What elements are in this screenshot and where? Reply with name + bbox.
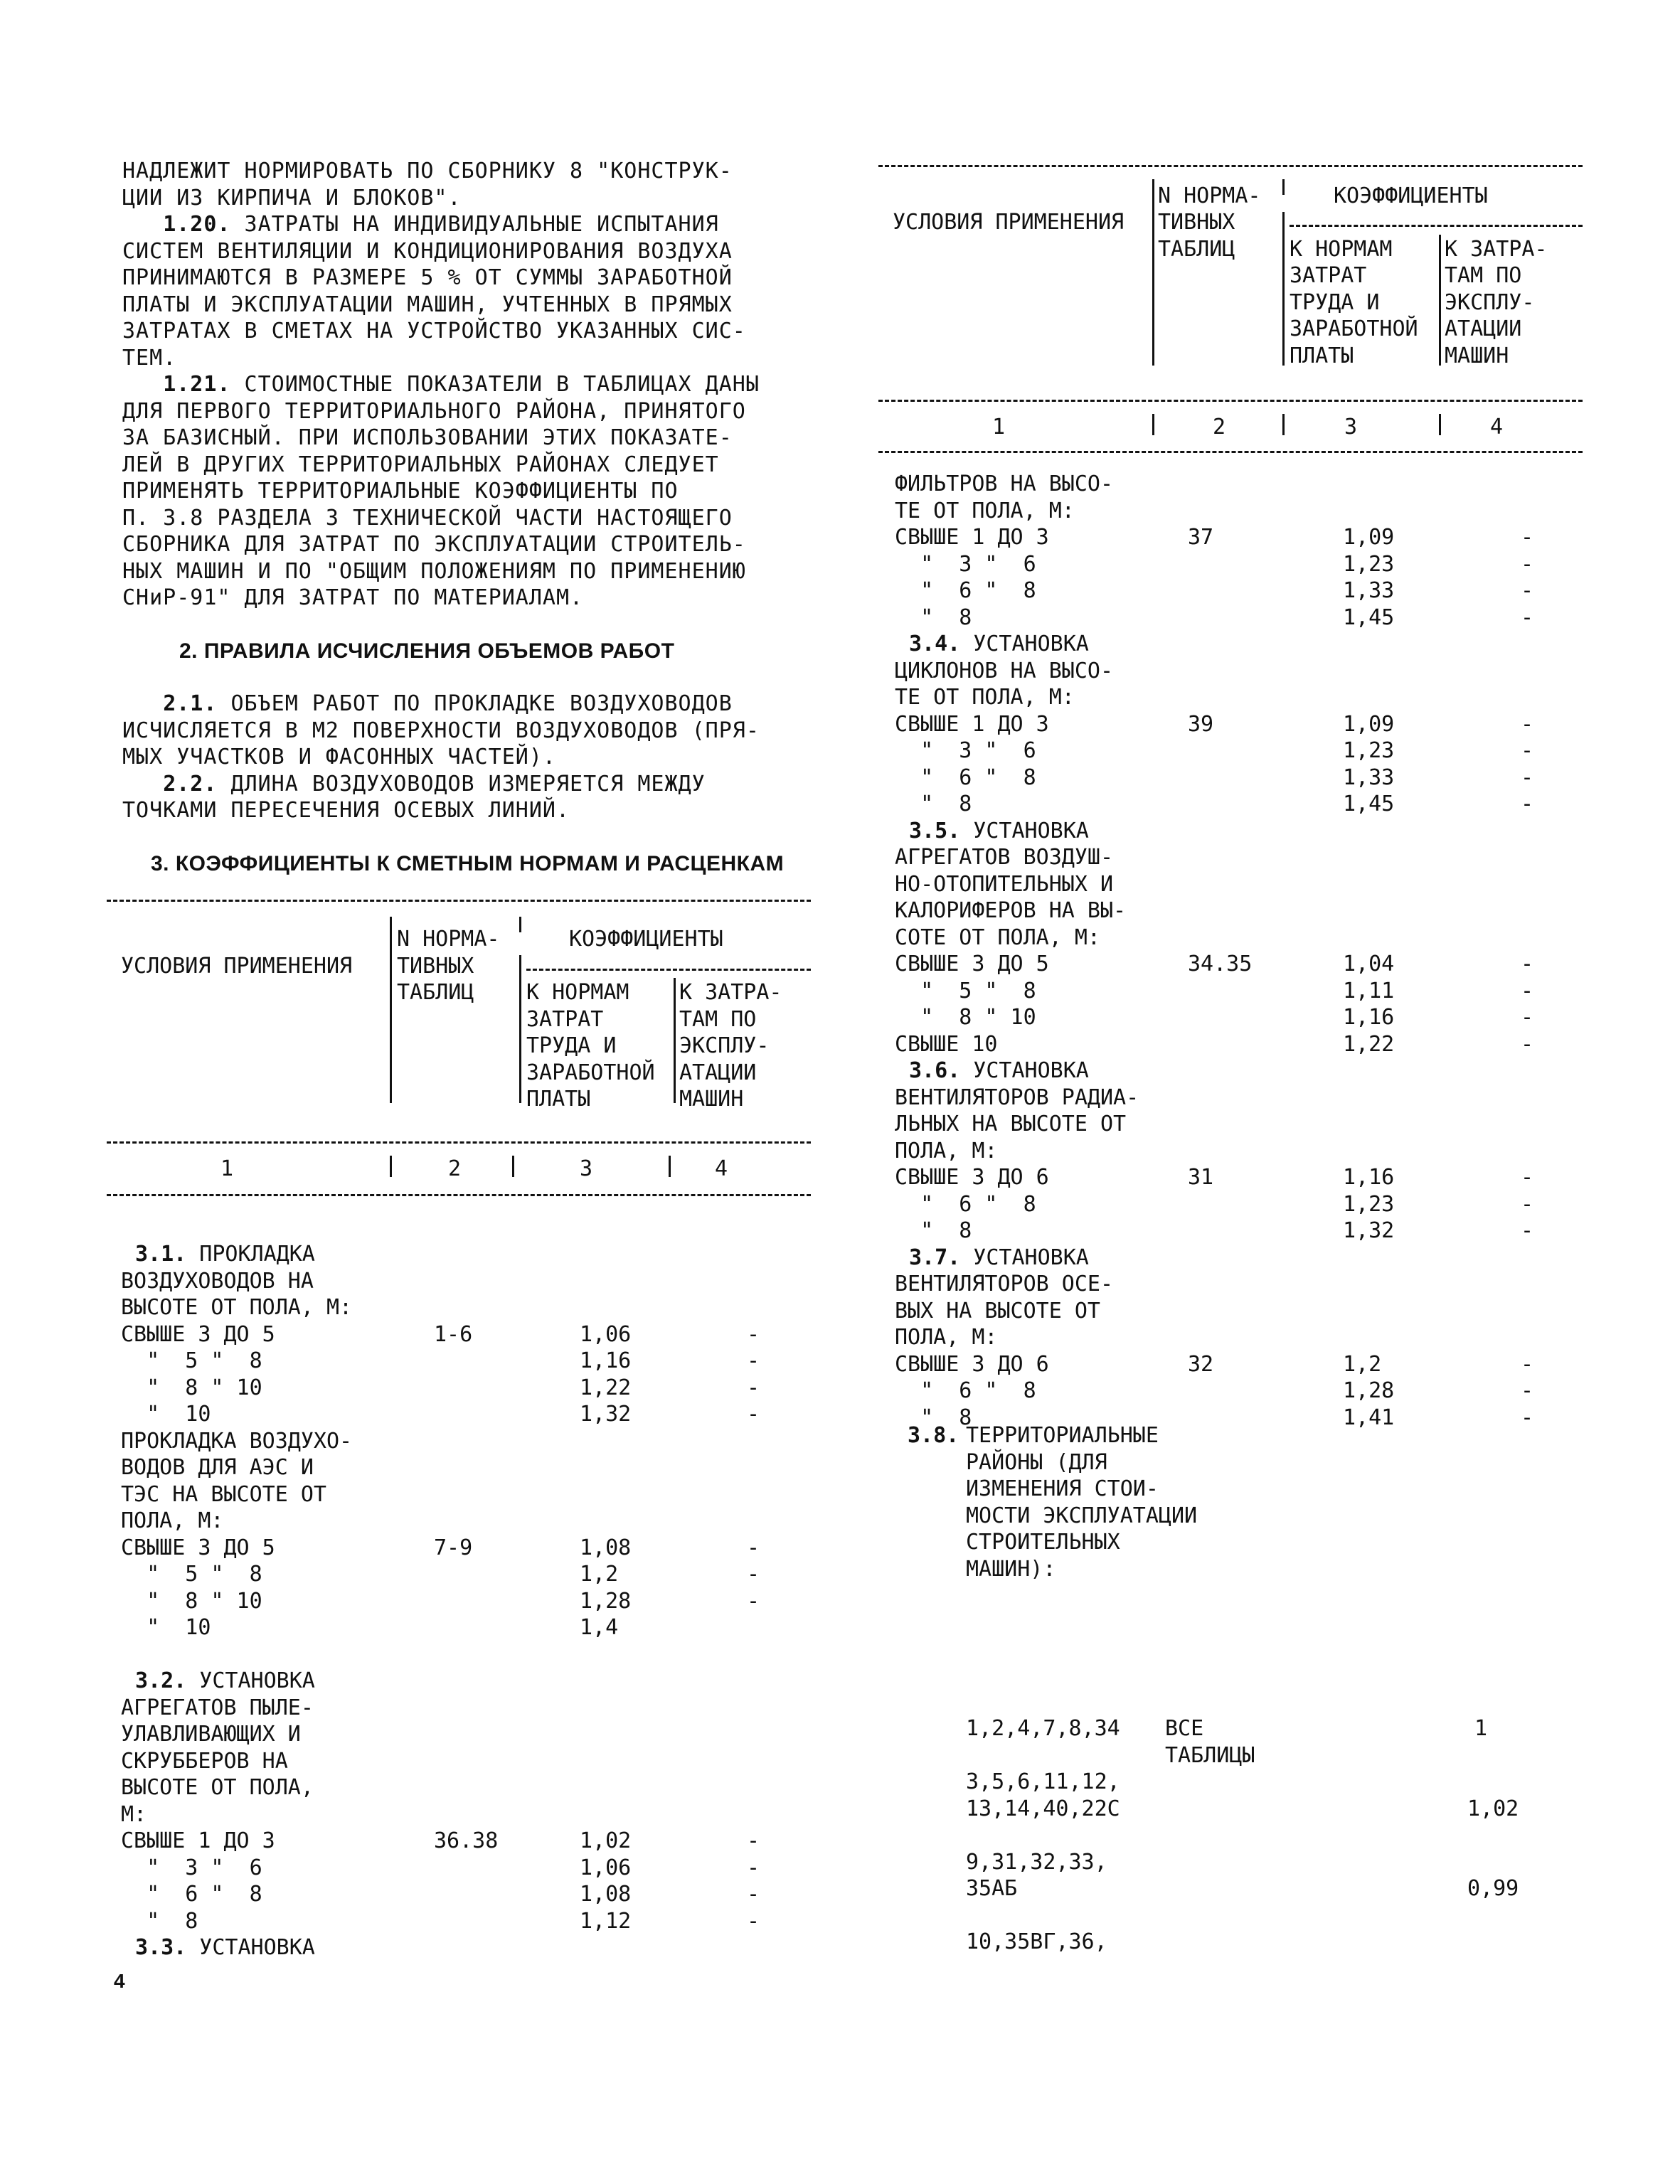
norm-table-cell: 34.35: [1188, 952, 1253, 976]
norm-table-cell: 32: [1188, 1351, 1214, 1377]
condition-cell: 3.3. УСТАНОВКА: [135, 1935, 315, 1960]
header-col3-line: ПЛАТЫ: [526, 1087, 591, 1112]
region-coef: 1: [1474, 1716, 1488, 1741]
table-row: [895, 951, 1578, 978]
condition-cell: " 8: [121, 1908, 198, 1934]
table-row: [895, 471, 1578, 498]
condition-cell: 3.7. УСТАНОВКА: [909, 1245, 1089, 1270]
coef-machine-cell: -: [1521, 1165, 1534, 1190]
table-row: [121, 1348, 804, 1375]
coef-machine-cell: -: [1521, 1218, 1534, 1243]
header-col2-line: N НОРМА-: [1158, 183, 1261, 208]
table-row: [121, 1801, 804, 1828]
text-line: ЦИИ ИЗ КИРПИЧА И БЛОКОВ".: [122, 185, 462, 211]
condition-cell: 3.5. УСТАНОВКА: [909, 818, 1089, 843]
table-row: [121, 1668, 804, 1695]
coef-machine-cell: -: [747, 1588, 760, 1614]
table-row: [895, 498, 1578, 525]
condition-cell: ТЕ ОТ ПОЛА, М:: [895, 685, 1075, 710]
coef-machine-cell: -: [747, 1855, 760, 1880]
paragraph-number: 3.4.: [909, 632, 961, 656]
coef-labor-cell: 1,06: [580, 1855, 632, 1880]
text-line: МЫХ УЧАСТКОВ И ФАСОННЫХ ЧАСТЕЙ).: [122, 745, 556, 769]
column-number: 3: [580, 1156, 593, 1181]
coef-labor-cell: 1,4: [580, 1615, 619, 1640]
table-row: [121, 1908, 804, 1935]
table-row: [121, 1561, 804, 1588]
coef-labor-cell: 1,2: [580, 1562, 619, 1587]
table-row: [895, 871, 1578, 898]
text-line: ТЕМ.: [122, 345, 177, 371]
page-number: 4: [114, 1970, 125, 1992]
condition-cell: ВЫСОТЕ ОТ ПОЛА,: [121, 1775, 314, 1800]
coef-labor-cell: 1,22: [580, 1375, 632, 1400]
table-row: [121, 1695, 804, 1722]
table-row: [895, 1138, 1578, 1165]
condition-cell: АГРЕГАТОВ ВОЗДУШ-: [895, 845, 1114, 870]
text-line: СИСТЕМ ВЕНТИЛЯЦИИ И КОНДИЦИОНИРОВАНИЯ ВОЗДУХА: [122, 238, 733, 264]
table-row: [895, 844, 1578, 871]
text-line: ИСЧИСЛЯЕТСЯ В М2 ПОВЕРХНОСТИ ВОЗДУХОВОДОВ (ПРЯ-: [122, 718, 760, 743]
condition-cell: М:: [121, 1801, 147, 1827]
condition-cell: " 8: [895, 1405, 972, 1430]
table-row: [895, 1324, 1578, 1351]
header-col2-line: N НОРМА-: [397, 927, 500, 952]
table-row: [895, 1245, 1578, 1272]
table-row: [895, 1271, 1578, 1298]
coef-machine-cell: -: [747, 1828, 760, 1853]
coef-machine-cell: -: [1521, 765, 1534, 790]
text-line: НАДЛЕЖИТ НОРМИРОВАТЬ ПО СБОРНИКУ 8 "КОНСТРУК-: [122, 159, 733, 183]
header-col4-line: АТАЦИИ: [679, 1060, 757, 1085]
condition-cell: УЛАВЛИВАЮЩИХ И: [121, 1722, 301, 1747]
region-districts: 9,31,32,33,: [966, 1850, 1107, 1875]
coef-labor-cell: 1,08: [580, 1882, 632, 1907]
text-line: СБОРНИКА ДЛЯ ЗАТРАТ ПО ЭКСПЛУАТАЦИИ СТРОИТЕЛЬ-: [122, 532, 746, 557]
table-row: [895, 1111, 1578, 1138]
paragraph-number: 3.6.: [909, 1058, 961, 1083]
table-row: [121, 1828, 804, 1855]
region-tables: ТАБЛИЦЫ: [1165, 1743, 1255, 1768]
condition-cell: ЦИКЛОНОВ НА ВЫСО-: [895, 658, 1114, 683]
header-col4-line: ТАМ ПО: [679, 1007, 757, 1032]
condition-cell: ПОЛА, М:: [895, 1325, 998, 1350]
header-col2-line: ТАБЛИЦ: [397, 980, 474, 1005]
table-row: [895, 1351, 1578, 1378]
condition-cell: " 10: [121, 1402, 211, 1427]
table-row: [895, 524, 1578, 551]
header-col3-line: ПЛАТЫ: [1290, 343, 1354, 368]
left-table-body: [121, 1241, 804, 1966]
coef-labor-cell: 1,33: [1343, 578, 1395, 603]
region-districts: 13,14,40,22С: [966, 1796, 1120, 1821]
table-row: [121, 1588, 804, 1615]
header-col2-line: ТАБЛИЦ: [1158, 237, 1235, 262]
coef-machine-cell: -: [1521, 711, 1534, 737]
paragraph-number: 1.21.: [163, 372, 231, 397]
text-line: ИЗМЕНЕНИЯ СТОИ-: [966, 1476, 1159, 1501]
table-row: [121, 1881, 804, 1908]
condition-cell: ТЕ ОТ ПОЛА, М:: [895, 498, 1075, 523]
column-number: 1: [992, 415, 1006, 440]
table-row: [895, 684, 1578, 711]
header-col2-line: ТИВНЫХ: [1158, 210, 1235, 235]
coef-labor-cell: 1,28: [580, 1588, 632, 1614]
text-line: П. 3.8 РАЗДЕЛА 3 ТЕХНИЧЕСКОЙ ЧАСТИ НАСТОЯЩЕГО: [122, 505, 733, 531]
table-row: [895, 1004, 1578, 1031]
condition-cell: " 8 " 10: [121, 1375, 262, 1400]
region-coef: 0,99: [1467, 1876, 1519, 1901]
coef-machine-cell: -: [747, 1535, 760, 1560]
coef-labor-cell: 1,28: [1343, 1378, 1395, 1403]
coef-machine-cell: -: [1521, 525, 1534, 550]
condition-cell: АГРЕГАТОВ ПЫЛЕ-: [121, 1695, 314, 1720]
column-number: 4: [1490, 415, 1504, 440]
coef-machine-cell: -: [1521, 738, 1534, 763]
region-coef: 1,02: [1467, 1796, 1519, 1821]
region-districts: 1,2,4,7,8,34: [966, 1716, 1120, 1741]
condition-cell: " 6 " 8: [895, 1191, 1036, 1217]
table-row: [121, 1454, 804, 1481]
header-col3-line: ЗАТРАТ: [1290, 263, 1367, 288]
table-row: [121, 1241, 804, 1268]
condition-cell: ТЭС НА ВЫСОТЕ ОТ: [121, 1481, 326, 1507]
condition-cell: 3.2. УСТАНОВКА: [135, 1668, 315, 1693]
text-line: ЗАТРАТАХ В СМЕТАХ НА УСТРОЙСТВО УКАЗАННЫХ СИС-: [122, 319, 746, 343]
table-row: [895, 897, 1578, 925]
paragraph-number: 1.20.: [163, 212, 231, 237]
condition-cell: " 3 " 6: [895, 738, 1036, 763]
coef-labor-cell: 1,32: [1343, 1218, 1395, 1243]
table-row: [121, 1641, 804, 1668]
coef-labor-cell: 1,16: [1343, 1005, 1395, 1030]
condition-cell: КАЛОРИФЕРОВ НА ВЫ-: [895, 898, 1127, 923]
text-line: ПРИМЕНЯТЬ ТЕРРИТОРИАЛЬНЫЕ КОЭФФИЦИЕНТЫ ПО: [122, 479, 679, 504]
condition-cell: ВЕНТИЛЯТОРОВ РАДИА-: [895, 1085, 1139, 1110]
coef-machine-cell: -: [1521, 1378, 1534, 1403]
coef-labor-cell: 1,08: [580, 1535, 632, 1560]
paragraph-1-21: 1.21. СТОИМОСТНЫЕ ПОКАЗАТЕЛИ В ТАБЛИЦАХ ДАНЫ: [163, 372, 760, 397]
table-row: [121, 1934, 804, 1961]
condition-cell: " 3 " 6: [121, 1855, 262, 1880]
coef-labor-cell: 1,16: [580, 1348, 632, 1373]
text-line: МОСТИ ЭКСПЛУАТАЦИИ: [966, 1503, 1198, 1528]
header-conditions: УСЛОВИЯ ПРИМЕНЕНИЯ: [121, 954, 353, 979]
norm-table-cell: 37: [1188, 525, 1214, 550]
coef-machine-cell: -: [1521, 1405, 1534, 1430]
condition-cell: СОТЕ ОТ ПОЛА, М:: [895, 925, 1100, 950]
table-row: [895, 765, 1578, 792]
header-col4-line: МАШИН: [1445, 343, 1509, 368]
coef-labor-cell: 1,32: [580, 1402, 632, 1427]
condition-cell: " 5 " 8: [895, 978, 1036, 1003]
table-row: [895, 737, 1578, 765]
condition-cell: ВЫХ НА ВЫСОТЕ ОТ: [895, 1298, 1100, 1323]
table-row: [895, 818, 1578, 845]
condition-cell: ВЫСОТЕ ОТ ПОЛА, М:: [121, 1295, 353, 1320]
header-col4-line: К ЗАТРА-: [679, 980, 782, 1005]
coef-labor-cell: 1,04: [1343, 952, 1395, 976]
condition-cell: " 5 " 8: [121, 1348, 262, 1373]
condition-cell: " 6 " 8: [895, 765, 1036, 790]
coef-machine-cell: -: [1521, 604, 1534, 630]
coef-labor-cell: 1,09: [1343, 711, 1395, 737]
table-row: [895, 1085, 1578, 1112]
norm-table-cell: 36.38: [434, 1828, 499, 1853]
right-table-body: [895, 471, 1578, 1445]
region-tables: ВСЕ: [1165, 1716, 1204, 1741]
condition-cell: " 8 " 10: [895, 1005, 1036, 1030]
condition-cell: СВЫШЕ 3 ДО 5: [121, 1321, 275, 1347]
header-col3-line: ЗАТРАТ: [526, 1007, 604, 1032]
header-col2-line: ТИВНЫХ: [397, 954, 474, 979]
coef-machine-cell: -: [747, 1562, 760, 1587]
text-line: НЫХ МАШИН И ПО "ОБЩИМ ПОЛОЖЕНИЯМ ПО ПРИМЕНЕНИЮ: [122, 558, 746, 584]
condition-cell: " 8 " 10: [121, 1588, 262, 1614]
coef-labor-cell: 1,33: [1343, 765, 1395, 790]
text-line: СНиР-91" ДЛЯ ЗАТРАТ ПО МАТЕРИАЛАМ.: [122, 585, 584, 610]
column-number: 4: [715, 1156, 728, 1181]
header-col4-line: ЭКСПЛУ-: [1445, 290, 1535, 315]
paragraph-number: 3.3.: [135, 1935, 187, 1960]
condition-cell: ВОДОВ ДЛЯ АЭС И: [121, 1455, 314, 1480]
table-row: [121, 1401, 804, 1428]
header-col3-line: К НОРМАМ: [1290, 237, 1393, 262]
condition-cell: " 6 " 8: [895, 578, 1036, 603]
paragraph-1-20: 1.20. ЗАТРАТЫ НА ИНДИВИДУАЛЬНЫЕ ИСПЫТАНИЯ: [163, 212, 719, 237]
table-row: [895, 1031, 1578, 1058]
paragraph-2-1: 2.1. ОБЪЕМ РАБОТ ПО ПРОКЛАДКЕ ВОЗДУХОВОДОВ: [163, 691, 733, 716]
text-line: МАШИН):: [966, 1556, 1056, 1582]
coef-machine-cell: -: [1521, 792, 1534, 816]
region-districts: 35АБ: [966, 1876, 1018, 1901]
coef-machine-cell: -: [1521, 1191, 1534, 1217]
column-number: 3: [1344, 415, 1358, 440]
coef-labor-cell: 1,23: [1343, 738, 1395, 763]
condition-cell: ВОЗДУХОВОДОВ НА: [121, 1268, 314, 1294]
coef-machine-cell: -: [1521, 1351, 1534, 1377]
condition-cell: 3.6. УСТАНОВКА: [909, 1058, 1089, 1083]
table-row: [895, 551, 1578, 578]
header-col3-line: ЗАРАБОТНОЙ: [526, 1060, 655, 1085]
table-row: [121, 1321, 804, 1348]
table-row: [121, 1774, 804, 1801]
table-row: [895, 711, 1578, 738]
column-number: 1: [220, 1156, 234, 1181]
coef-labor-cell: 1,06: [580, 1321, 632, 1347]
text-line: РАЙОНЫ (ДЛЯ: [966, 1449, 1107, 1475]
header-col3-line: ТРУДА И: [526, 1033, 617, 1058]
condition-cell: СВЫШЕ 1 ДО 3: [121, 1828, 275, 1853]
section-3-title: 3. КОЭФФИЦИЕНТЫ К СМЕТНЫМ НОРМАМ И РАСЦЕНКАМ: [151, 851, 785, 875]
table-row: [121, 1481, 804, 1508]
table-row: [121, 1294, 804, 1321]
coef-machine-cell: -: [747, 1882, 760, 1907]
table-row: [895, 577, 1578, 604]
coef-labor-cell: 1,02: [580, 1828, 632, 1853]
condition-cell: ЛЬНЫХ НА ВЫСОТЕ ОТ: [895, 1112, 1127, 1136]
column-number: 2: [1213, 415, 1226, 440]
condition-cell: ПОЛА, М:: [895, 1138, 998, 1163]
paragraph-number: 3.1.: [135, 1242, 187, 1267]
territorial-districts-block: [895, 1422, 1578, 1956]
header-col4-line: ТАМ ПО: [1445, 263, 1522, 288]
condition-cell: ПРОКЛАДКА ВОЗДУХО-: [121, 1428, 353, 1454]
paragraph-2-2: 2.2. ДЛИНА ВОЗДУХОВОДОВ ИЗМЕРЯЕТСЯ МЕЖДУ: [163, 771, 706, 797]
coef-machine-cell: -: [1521, 978, 1534, 1003]
condition-cell: СВЫШЕ 1 ДО 3: [895, 525, 1049, 550]
header-coefficients: КОЭФФИЦИЕНТЫ: [1334, 183, 1488, 208]
condition-cell: " 10: [121, 1615, 211, 1640]
region-districts: 3,5,6,11,12,: [966, 1769, 1120, 1794]
left-table-header: [107, 900, 811, 1213]
header-col3-line: ТРУДА И: [1290, 290, 1380, 315]
text-line: ПЛАТЫ И ЭКСПЛУАТАЦИИ МАШИН, УЧТЕННЫХ В ПРЯМЫХ: [122, 292, 733, 317]
condition-cell: 3.1. ПРОКЛАДКА: [135, 1242, 315, 1267]
table-row: [121, 1855, 804, 1882]
header-col4-line: ЭКСПЛУ-: [679, 1033, 770, 1058]
norm-table-cell: 39: [1188, 711, 1214, 737]
header-col4-line: МАШИН: [679, 1087, 744, 1112]
right-table-header: [878, 165, 1583, 464]
condition-cell: " 6 " 8: [895, 1378, 1036, 1403]
table-row: [895, 631, 1578, 658]
condition-cell: ПОЛА, М:: [121, 1508, 224, 1533]
coef-labor-cell: 1,11: [1343, 978, 1395, 1003]
coef-machine-cell: -: [747, 1402, 760, 1427]
table-row: [895, 791, 1578, 818]
condition-cell: СВЫШЕ 1 ДО 3: [895, 711, 1049, 737]
table-row: [121, 1721, 804, 1748]
text-line: СТРОИТЕЛЬНЫХ: [966, 1530, 1120, 1555]
table-row: [895, 658, 1578, 685]
table-row: [895, 1058, 1578, 1085]
paragraph-number: 3.8.: [908, 1423, 959, 1448]
paragraph-number: 3.5.: [909, 818, 961, 843]
table-row: [895, 925, 1578, 952]
table-row: [895, 604, 1578, 632]
header-coefficients: КОЭФФИЦИЕНТЫ: [569, 927, 723, 952]
coef-labor-cell: 1,2: [1343, 1351, 1382, 1377]
coef-machine-cell: -: [747, 1375, 760, 1400]
coef-machine-cell: -: [1521, 1005, 1534, 1030]
condition-cell: " 3 " 6: [895, 551, 1036, 577]
condition-cell: " 6 " 8: [121, 1882, 262, 1907]
region-districts: 10,35ВГ,36,: [966, 1929, 1107, 1954]
norm-table-cell: 31: [1188, 1165, 1214, 1190]
condition-cell: СВЫШЕ 3 ДО 6: [895, 1351, 1049, 1377]
coef-labor-cell: 1,45: [1343, 604, 1395, 630]
text-line: ЗА БАЗИСНЫЙ. ПРИ ИСПОЛЬЗОВАНИИ ЭТИХ ПОКАЗАТЕ-: [122, 425, 733, 450]
text-line: ПРИНИМАЮТСЯ В РАЗМЕРЕ 5 % ОТ СУММЫ ЗАРАБОТНОЙ: [122, 265, 733, 290]
coef-machine-cell: -: [747, 1908, 760, 1934]
table-row: [121, 1428, 804, 1455]
header-col3-line: К НОРМАМ: [526, 980, 629, 1005]
coef-labor-cell: 1,22: [1343, 1031, 1395, 1057]
norm-table-cell: 7-9: [434, 1535, 473, 1560]
text-line: ТОЧКАМИ ПЕРЕСЕЧЕНИЯ ОСЕВЫХ ЛИНИЙ.: [122, 798, 570, 823]
left-text-column: [122, 158, 805, 877]
condition-cell: " 5 " 8: [121, 1562, 262, 1587]
header-conditions: УСЛОВИЯ ПРИМЕНЕНИЯ: [893, 210, 1125, 235]
header-col4-line: К ЗАТРА-: [1445, 237, 1548, 262]
coef-labor-cell: 1,23: [1343, 1191, 1395, 1217]
coef-machine-cell: -: [1521, 1031, 1534, 1057]
condition-cell: " 8: [895, 792, 972, 816]
coef-machine-cell: -: [1521, 551, 1534, 577]
coef-labor-cell: 1,41: [1343, 1405, 1395, 1430]
column-number: 2: [448, 1156, 462, 1181]
condition-cell: СВЫШЕ 3 ДО 6: [895, 1165, 1049, 1190]
coef-labor-cell: 1,12: [580, 1908, 632, 1934]
table-row: [895, 1378, 1578, 1405]
text-line: ЛЕЙ В ДРУГИХ ТЕРРИТОРИАЛЬНЫХ РАЙОНАХ СЛЕДУЕТ: [122, 452, 719, 477]
condition-cell: НО-ОТОПИТЕЛЬНЫХ И: [895, 871, 1114, 897]
coef-labor-cell: 1,16: [1343, 1165, 1395, 1190]
table-row: [121, 1268, 804, 1295]
table-row: [895, 1298, 1578, 1325]
coef-labor-cell: 1,45: [1343, 792, 1395, 816]
table-row: [895, 1164, 1578, 1191]
condition-cell: СКРУББЕРОВ НА: [121, 1748, 288, 1774]
condition-cell: ВЕНТИЛЯТОРОВ ОСЕ-: [895, 1272, 1114, 1296]
coef-machine-cell: -: [747, 1348, 760, 1373]
paragraph-number: 3.2.: [135, 1668, 187, 1693]
text-line: ДЛЯ ПЕРВОГО ТЕРРИТОРИАЛЬНОГО РАЙОНА, ПРИНЯТОГО: [122, 398, 746, 424]
condition-cell: ФИЛЬТРОВ НА ВЫСО-: [895, 472, 1114, 496]
table-row: [121, 1535, 804, 1562]
condition-cell: 3.4. УСТАНОВКА: [909, 632, 1089, 656]
norm-table-cell: 1-6: [434, 1321, 473, 1347]
header-col3-line: ЗАРАБОТНОЙ: [1290, 316, 1418, 341]
condition-cell: " 8: [895, 1218, 972, 1243]
condition-cell: СВЫШЕ 10: [895, 1031, 998, 1057]
text-line: ТЕРРИТОРИАЛЬНЫЕ: [966, 1423, 1159, 1448]
coef-machine-cell: -: [747, 1321, 760, 1347]
section-2-title: 2. ПРАВИЛА ИСЧИСЛЕНИЯ ОБЪЕМОВ РАБОТ: [179, 639, 675, 663]
header-col4-line: АТАЦИИ: [1445, 316, 1522, 341]
coef-labor-cell: 1,09: [1343, 525, 1395, 550]
coef-machine-cell: -: [1521, 952, 1534, 976]
condition-cell: " 8: [895, 604, 972, 630]
condition-cell: СВЫШЕ 3 ДО 5: [121, 1535, 275, 1560]
table-row: [895, 978, 1578, 1005]
condition-cell: СВЫШЕ 3 ДО 5: [895, 952, 1049, 976]
coef-labor-cell: 1,23: [1343, 551, 1395, 577]
coef-machine-cell: -: [1521, 578, 1534, 603]
table-row: [121, 1508, 804, 1535]
table-row: [121, 1614, 804, 1641]
table-row: [121, 1375, 804, 1402]
table-row: [895, 1218, 1578, 1245]
paragraph-number: 3.7.: [909, 1245, 961, 1270]
table-row: [121, 1748, 804, 1775]
table-row: [895, 1191, 1578, 1218]
